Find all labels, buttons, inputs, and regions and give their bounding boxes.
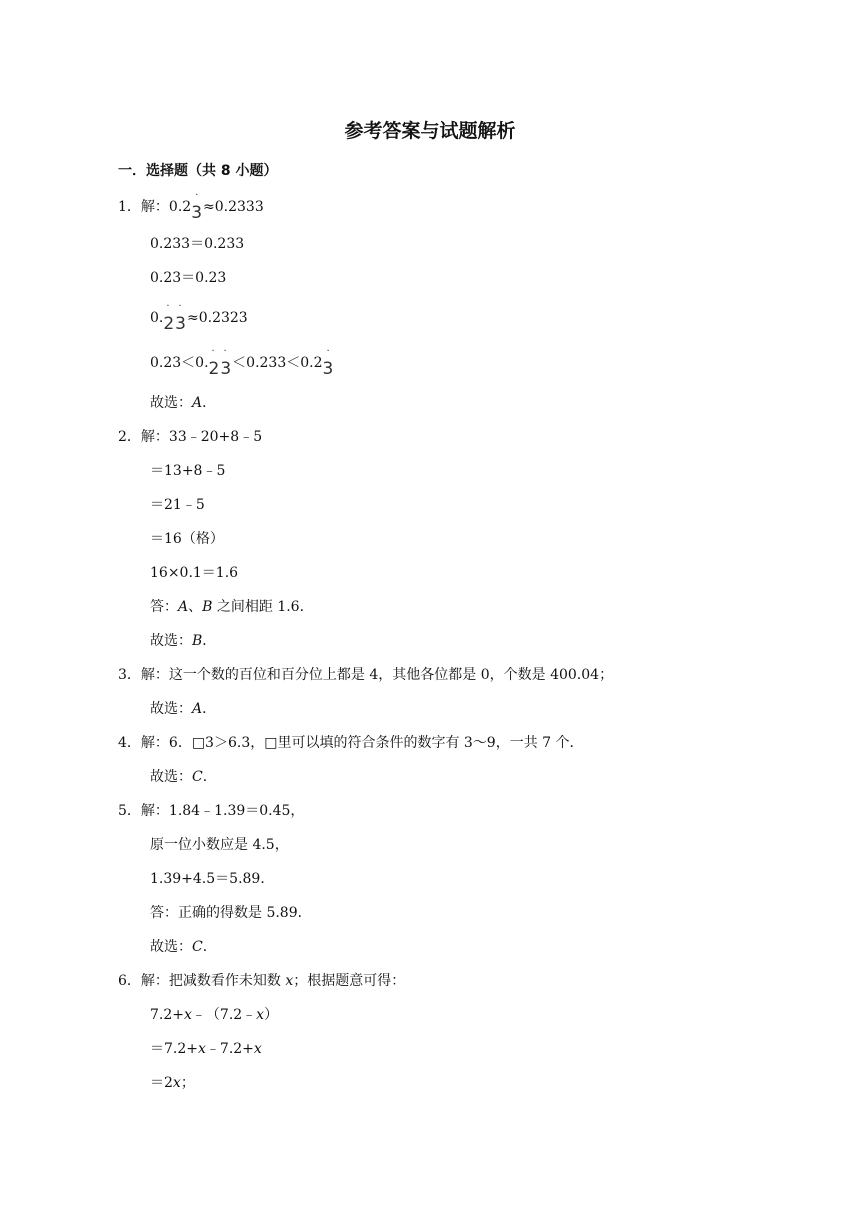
q1-text: 0.2 bbox=[168, 199, 192, 215]
q1-line-5: 0.23＜0. · · 23＜0.233＜0.2 · 3 bbox=[150, 346, 335, 379]
q4-label: 4．解： bbox=[118, 735, 169, 751]
repeat-dot-icon: · bbox=[195, 190, 200, 201]
q2-line-3: ＝21﹣5 bbox=[150, 497, 205, 513]
repeating-decimal: · 3 bbox=[322, 346, 335, 379]
q2-line-5: 16×0.1＝1.6 bbox=[150, 565, 239, 581]
q2-answer: 答：A、B 之间相距 1.6． bbox=[150, 599, 314, 615]
repeat-dot-icon: · bbox=[326, 346, 331, 357]
q3-choice: 故选：A． bbox=[150, 701, 217, 717]
repeat-dot-icon: · bbox=[211, 346, 216, 357]
q1-line-1 bbox=[118, 190, 264, 223]
answer-letter: A bbox=[192, 701, 203, 717]
q5-label: 5．解： bbox=[118, 803, 169, 819]
repeating-decimal: · · 23 bbox=[208, 346, 233, 379]
q5-line-4: 答：正确的得数是 5.89． bbox=[150, 905, 312, 921]
repeat-dot-icon: · bbox=[178, 301, 183, 312]
q4-choice: 故选：C． bbox=[150, 769, 217, 785]
q6-label: 6．解： bbox=[118, 973, 169, 989]
q4-line-1: 4．解：6．□3＞6.3，□里可以填的符合条件的数字有 3～9，一共 7 个． bbox=[118, 735, 584, 751]
q5-choice: 故选：C． bbox=[150, 939, 217, 955]
q1-line-3: 0.23＝0.23 bbox=[150, 270, 227, 286]
q5-line-2: 原一位小数应是 4.5， bbox=[150, 837, 289, 853]
section-heading: 一．选择题（共 8 小题） bbox=[118, 163, 278, 179]
q2-line-4: ＝16（格） bbox=[150, 531, 224, 547]
answer-letter: C bbox=[192, 769, 203, 785]
q1-choice: 故选：A． bbox=[150, 395, 217, 411]
q3-label: 3．解： bbox=[118, 667, 169, 683]
q6-line-2: 7.2+x﹣（7.2﹣x） bbox=[150, 1007, 279, 1023]
q6-line-1: 6．解：把减数看作未知数 x；根据题意可得： bbox=[118, 973, 406, 989]
repeating-decimal: · 3 bbox=[191, 190, 204, 223]
answer-letter: C bbox=[192, 939, 203, 955]
q1-label: 1．解： bbox=[118, 199, 169, 215]
q1-text: ≈0.2333 bbox=[203, 199, 264, 215]
q2-choice: 故选：B． bbox=[150, 633, 217, 649]
q6-line-4: ＝2x； bbox=[150, 1075, 195, 1091]
repeating-decimal: · · 23 bbox=[163, 301, 187, 334]
q2-label: 2．解： bbox=[118, 429, 169, 445]
answer-letter: B bbox=[192, 633, 203, 649]
page-title: 参考答案与试题解析 bbox=[344, 120, 516, 142]
q2-line-1: 2．解：33﹣20+8﹣5 bbox=[118, 429, 263, 445]
q5-line-3: 1.39+4.5＝5.89． bbox=[150, 871, 275, 887]
q1-line-2: 0.233＝0.233 bbox=[150, 236, 245, 252]
q2-line-2: ＝13+8﹣5 bbox=[150, 463, 226, 479]
q6-line-3: ＝7.2+x﹣7.2+x bbox=[150, 1041, 262, 1057]
repeat-dot-icon: · bbox=[223, 346, 228, 357]
repeat-dot-icon: · bbox=[166, 301, 171, 312]
q5-line-1: 5．解：1.84﹣1.39＝0.45， bbox=[118, 803, 305, 819]
q3-line-1: 3．解：这一个数的百位和百分位上都是 4，其他各位都是 0，个数是 400.04； bbox=[118, 667, 614, 683]
answer-letter: A bbox=[192, 395, 203, 411]
q1-line-4: 0. · · 23≈0.2323 bbox=[150, 301, 248, 334]
